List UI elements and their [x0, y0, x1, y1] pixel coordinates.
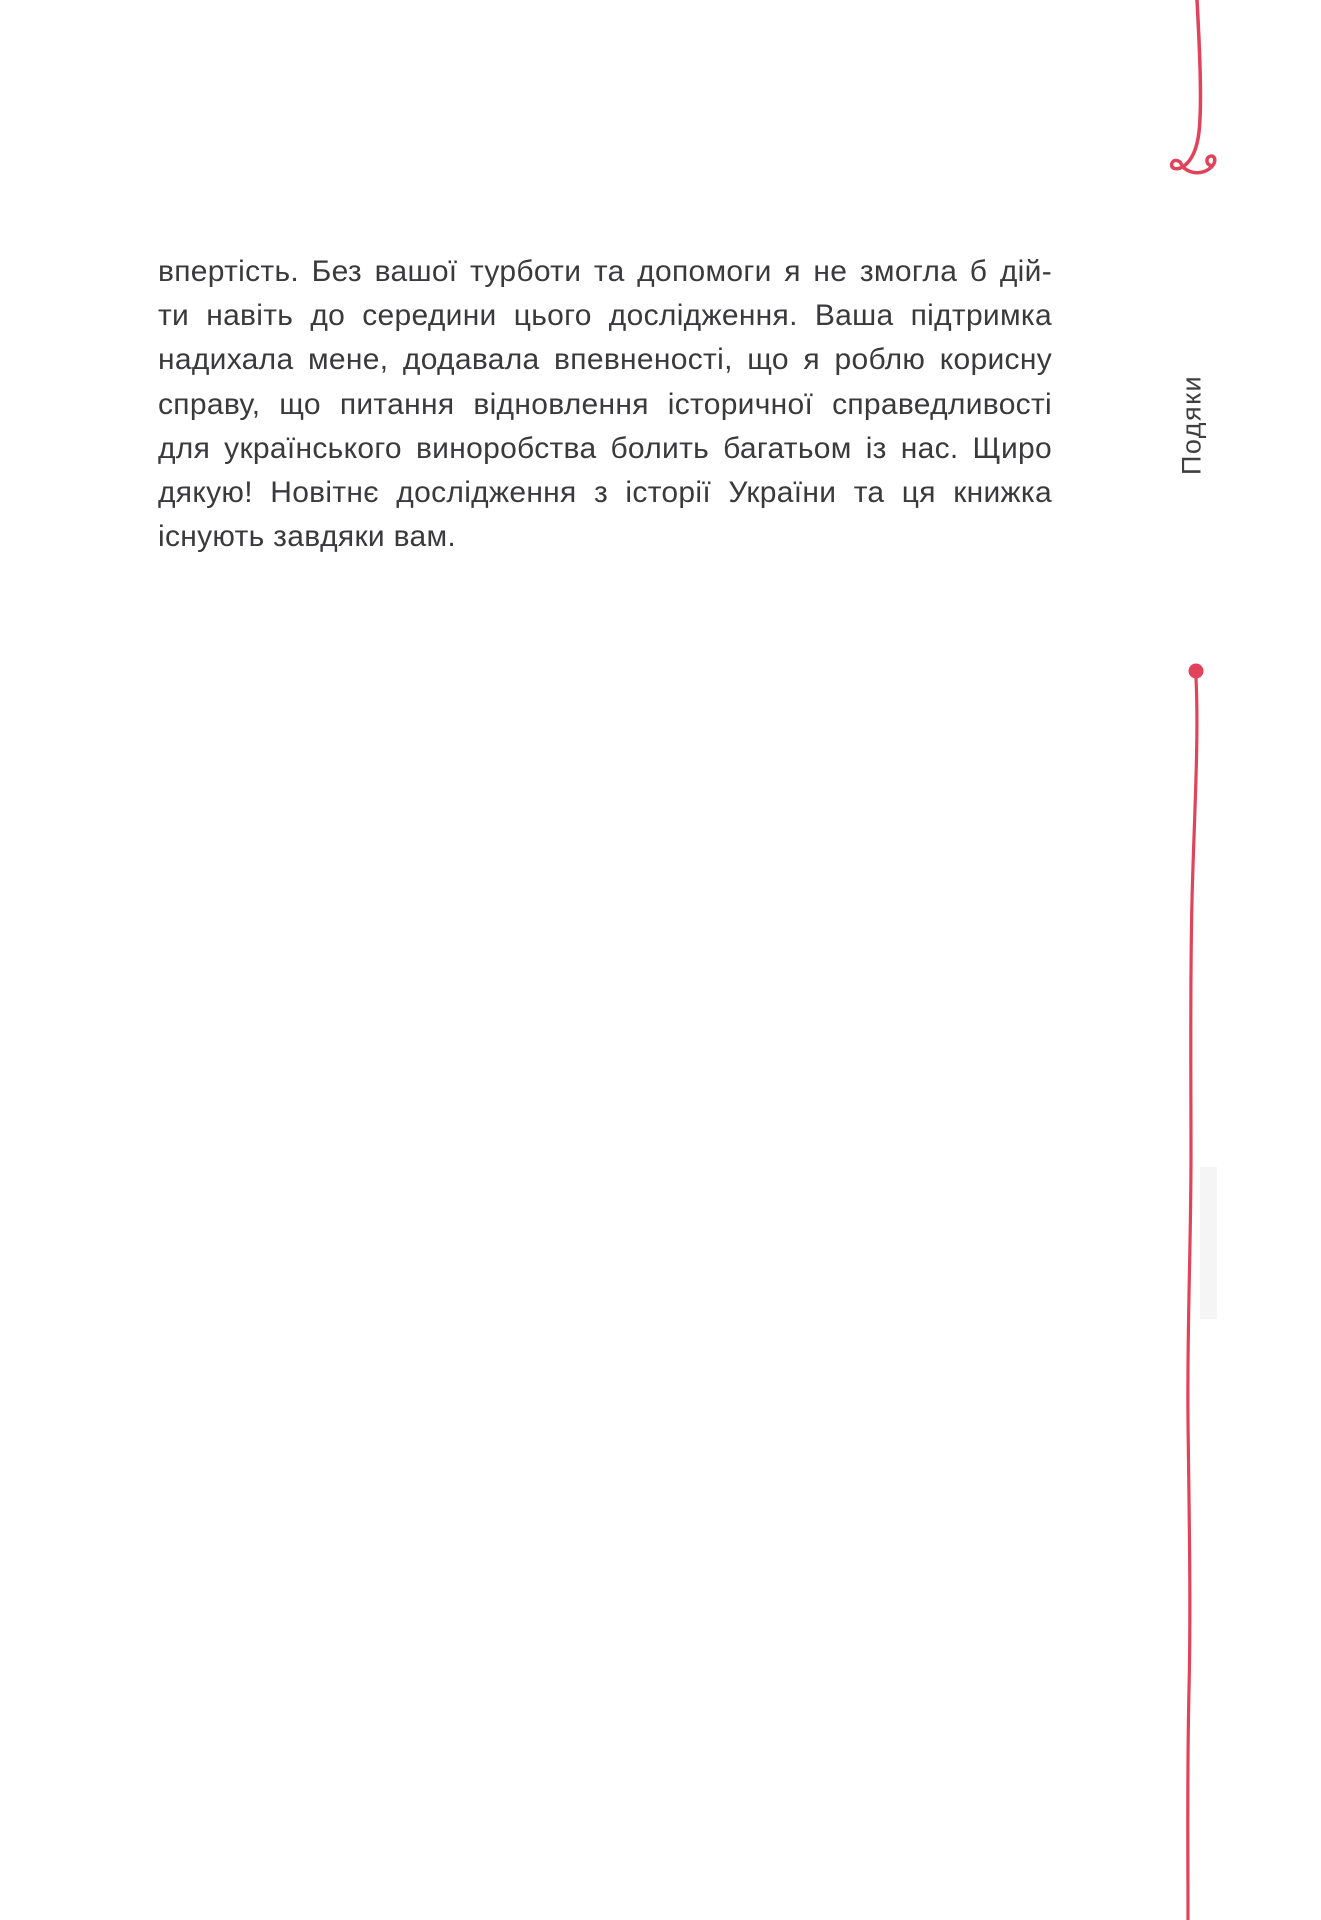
paragraph-line: для українського виноробства болить багатьом із нас. Щиро [158, 431, 1052, 465]
acknowledgments-paragraph [158, 250, 1052, 559]
paragraph-line: ти навіть до середини цього дослідження. Ваша підтримка [158, 299, 1052, 333]
paragraph-line: існують завдяки вам. [158, 520, 457, 554]
paragraph-line: впертість. Без вашої турботи та допомоги я не змогла б дій- [158, 255, 1052, 288]
paragraph-line: надихала мене, додавала впевненості, що я роблю корисну [158, 343, 1052, 377]
section-label: Подяки [1176, 374, 1207, 476]
paragraph-line: справу, що питання відновлення історичної справедливості [158, 387, 1052, 421]
page-edge-shade [1200, 1167, 1217, 1319]
paragraph-line: дякую! Новітнє дослідження з історії України та ця книжка [158, 475, 1052, 509]
